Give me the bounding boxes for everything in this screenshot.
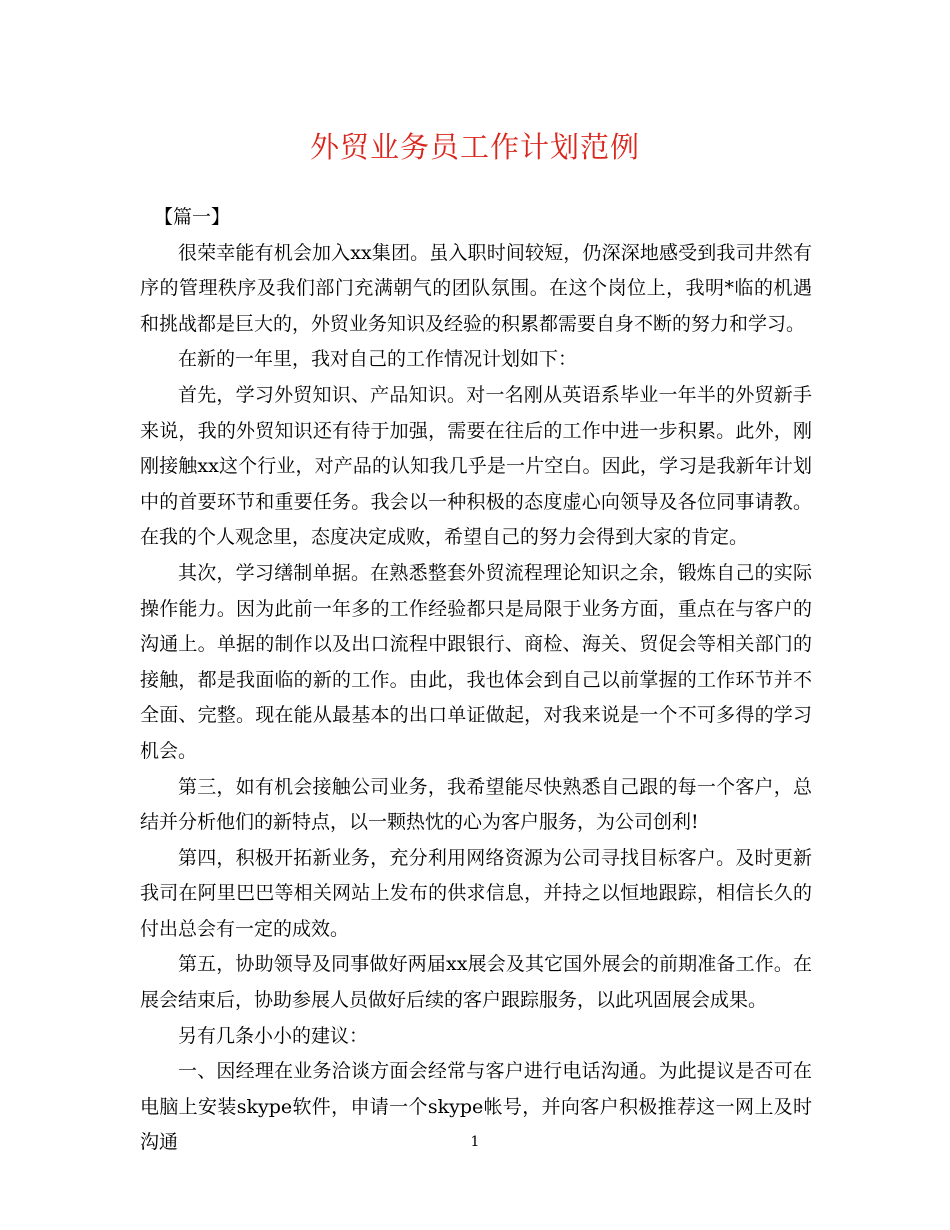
paragraph-fifth: 第五，协助领导及同事做好两届xx展会及其它国外展会的前期准备工作。在展会结束后，协助参展人员做好后续的客户跟踪服务，以此巩固展会成果。 [140,953,812,1012]
paragraph-suggestion-one: 一、因经理在业务洽谈方面会经常与客户进行电话沟通。为此提议是否可在电脑上安装skype软件，申请一个skype帐号，并向客户积极推荐这一网上及时沟通 [140,1060,812,1154]
paragraph-third: 第三，如有机会接触公司业务，我希望能尽快熟悉自己跟的每一个客户，总结并分析他们的新特点，以一颗热忱的心为客户服务，为公司创利! [140,775,812,834]
paragraph-second: 其次，学习缮制单据。在熟悉整套外贸流程理论知识之余，锻炼自己的实际操作能力。因为此前一年多的工作经验都只是局限于业务方面，重点在与客户的沟通上。单据的制作以及出口流程中跟银行、商检、海关、贸促会等相关部门的接触，都是我面临的新的工作。由此，我也体会到自己以前掌握的工作环节并不全面、完整。现在能从最基本的出口单证做起，对我来说是一个不可多得的学习机会。 [140,561,812,762]
document-body [140,200,812,1161]
document-title: 外贸业务员工作计划范例 [309,130,640,164]
paragraph-intro: 很荣幸能有机会加入xx集团。虽入职时间较短，仍深深地感受到我司井然有序的管理秩序及我们部门充满朝气的团队氛围。在这个岗位上，我明*临的机遇和挑战都是巨大的，外贸业务知识及经验的积累都需要自身不断的努力和学习。 [140,241,812,335]
page-number: 1 [470,1134,480,1150]
paragraph-plan-lead: 在新的一年里，我对自己的工作情况计划如下： [178,348,578,371]
section-heading: 【篇一】 [154,206,231,228]
paragraph-fourth: 第四，积极开拓新业务，充分利用网络资源为公司寻找目标客户。及时更新我司在阿里巴巴等相关网站上发布的供求信息，并持之以恒地跟踪，相信长久的付出总会有一定的成效。 [140,846,812,940]
paragraph-suggestions-lead: 另有几条小小的建议： [178,1024,369,1047]
paragraph-first: 首先，学习外贸知识、产品知识。对一名刚从英语系毕业一年半的外贸新手来说，我的外贸知识还有待于加强，需要在往后的工作中进一步积累。此外，刚刚接触xx这个行业，对产品的认知我几乎是一片空白。因此，学习是我新年计划中的首要环节和重要任务。我会以一种积极的态度虚心向领导及各位同事请教。在我的个人观念里，态度决定成败，希望自己的努力会得到大家的肯定。 [140,383,812,549]
